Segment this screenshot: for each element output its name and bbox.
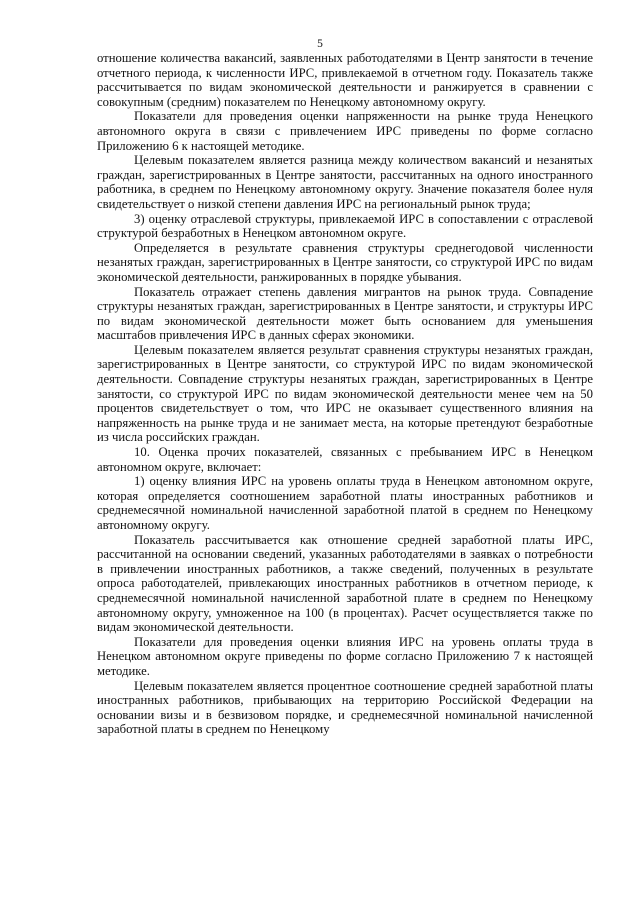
paragraph: Целевым показателем является результат сравнения структуры незанятых граждан, зарегистрированных в Центре занятости, со структурой ИРС по видам экономической деятельности. Совпадение структуры незанятых граждан, зарегистрированных в Центре занятости, со структурой ИРС по видам экономической деятельности менее чем на 50 процентов свидетельствует о том, что ИРС не оказывает существенного влияния на напряженность на рынке труда и не занимает места, на которые претендуют безработные из числа российских граждан.	[97, 342, 593, 445]
paragraph: 1) оценку влияния ИРС на уровень оплаты труда в Ненецком автономном округе, которая определяется соотношением заработной платы иностранных работников и среднемесячной номинальной начисленной заработной платой в среднем по Ненецкому автономному округу.	[97, 474, 593, 532]
paragraph: Показатели для проведения оценки влияния ИРС на уровень оплаты труда в Ненецком автономном округе приведены по форме согласно Приложению 7 к настоящей методике.	[97, 634, 593, 678]
paragraph: Показатель рассчитывается как отношение средней заработной платы ИРС, рассчитанной на основании сведений, указанных работодателями в заявках о потребности в привлечении иностранных работников, а также сведений, полученных в результате опроса работодателей, привлекающих иностранных работников в отчетном периоде, к среднемесячной номинальной начисленной заработной плате в среднем по Ненецкому автономному округу, умноженное на 100 (в процентах). Расчет осуществляется также по видам экономической деятельности.	[97, 532, 593, 635]
paragraph: Целевым показателем является разница между количеством вакансий и незанятых граждан, зарегистрированных в Центре занятости, рассчитанных на одного иностранного работника, в среднем по Ненецкому автономному округу. Значение показателя более нуля свидетельствует о низкой степени давления ИРС на региональный рынок труда;	[97, 153, 593, 211]
document-body	[97, 51, 593, 737]
paragraph: Целевым показателем является процентное соотношение средней заработной платы иностранных работников, прибывающих на территорию Российской Федерации на основании визы и в безвизовом порядке, и среднемесячной номинальной начисленной заработной платы в среднем по Ненецкому	[97, 678, 593, 737]
page-number: 5	[317, 38, 323, 50]
paragraph: Показатель отражает степень давления мигрантов на рынок труда. Совпадение структуры незанятых граждан, зарегистрированных в Центре занятости, и структуры ИРС по видам экономической деятельности может быть основанием для уменьшения масштабов привлечения ИРС в данных сферах экономики.	[97, 284, 593, 343]
paragraph: 10. Оценка прочих показателей, связанных с пребыванием ИРС в Ненецком автономном округе, включает:	[97, 445, 593, 474]
paragraph: Определяется в результате сравнения структуры среднегодовой численности незанятых граждан, зарегистрированных в Центре занятости, со структурой ИРС по видам экономической деятельности, ранжированных в порядке убывания.	[97, 240, 593, 284]
paragraph: отношение количества вакансий, заявленных работодателями в Центр занятости в течение отчетного периода, к численности ИРС, привлекаемой в отчетном году. Показатель также рассчитывается по видам экономической деятельности и ранжируется в сравнении с совокупным (средним) показателем по Ненецкому автономному округу.	[97, 51, 593, 109]
paragraph: Показатели для проведения оценки напряженности на рынке труда Ненецкого автономного округа в связи с привлечением ИРС приведены по форме согласно Приложению 6 к настоящей методике.	[97, 109, 593, 153]
paragraph: 3) оценку отраслевой структуры, привлекаемой ИРС в сопоставлении с отраслевой структурой безработных в Ненецком автономном округе.	[97, 211, 593, 241]
